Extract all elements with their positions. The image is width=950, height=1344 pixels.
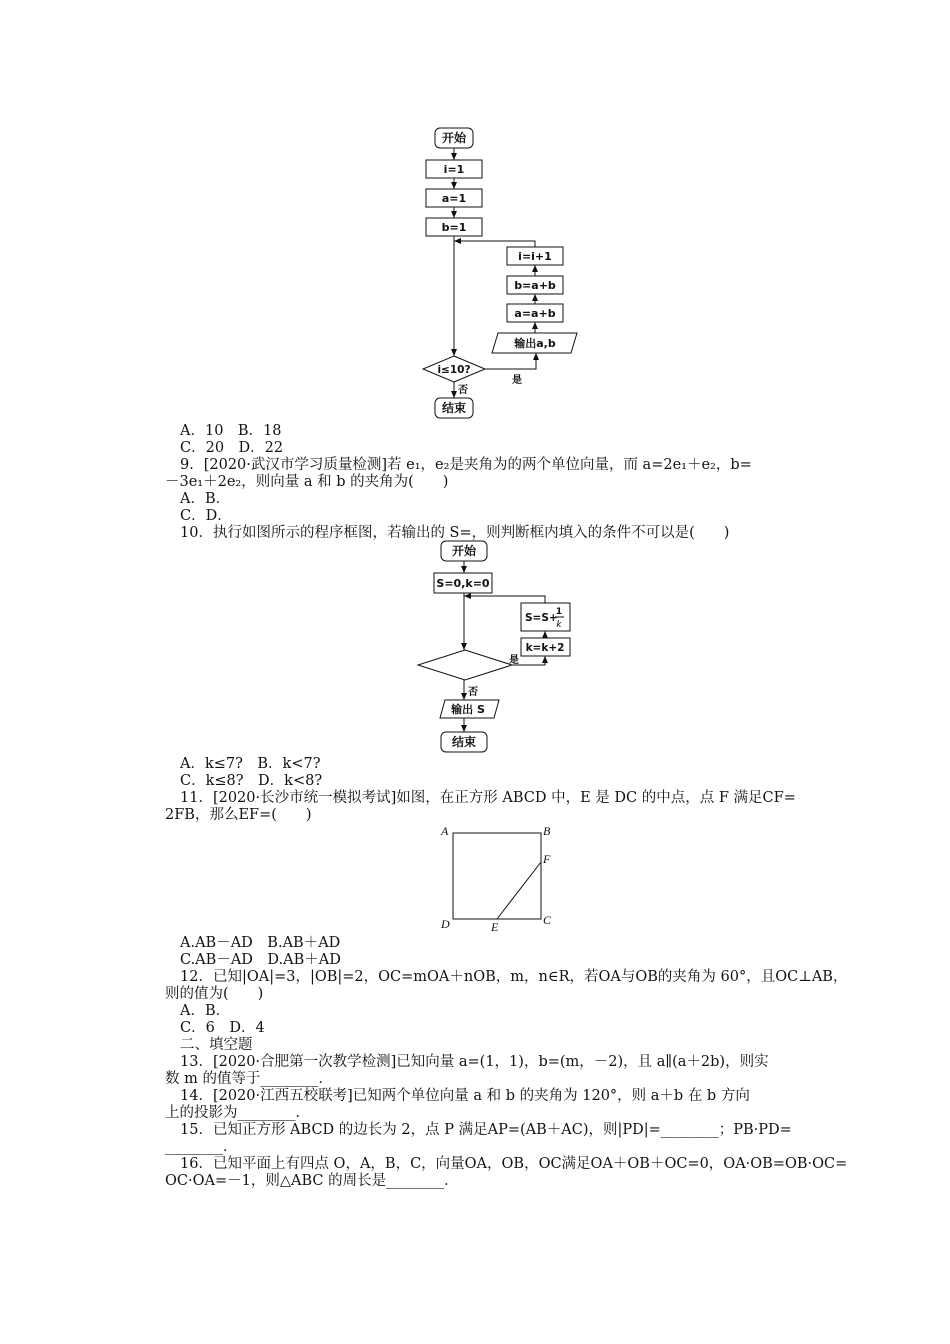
q11-stem-line2: 2FB，那么EF=( ) <box>165 807 312 823</box>
vertex-b-label: B <box>543 824 551 838</box>
q16-stem-line2: OC·OA=－1，则△ABC 的周长是________． <box>165 1173 459 1189</box>
fc2-fraction-denominator: k <box>556 620 562 630</box>
fc1-a-init-label: a=1 <box>441 192 467 205</box>
fc2-k-update-label: k=k+2 <box>525 642 565 654</box>
fc1-b-init-label: b=1 <box>441 221 467 234</box>
point-f-label: F <box>543 852 551 866</box>
flowchart-sum <box>410 535 590 757</box>
flowchart-fibonacci <box>410 120 590 425</box>
q12-stem-line1: 12．已知|OA|=3，|OB|=2，OC=mOA＋nOB，m，n∈R，若OA与OB的夹角为 60°，且OC⊥AB， <box>180 969 848 985</box>
q9-stem-line2: －3e₁＋2e₂，则向量 a 和 b 的夹角为( ) <box>165 474 449 490</box>
square-abcd-figure <box>436 822 566 934</box>
q14-stem-line1: 14．[2020·江西五校联考]已知两个单位向量 a 和 b 的夹角为 120°，则 a＋b 在 b 方向 <box>180 1088 750 1104</box>
fc1-i-init-label: i=1 <box>443 163 465 176</box>
fc1-i-inc-label: i=i+1 <box>518 250 552 263</box>
vertex-d-label: D <box>441 917 450 931</box>
vertex-c-label: C <box>543 913 552 927</box>
q14-stem-line2: 上的投影为________． <box>165 1105 310 1121</box>
fc1-a-update-label: a=a+b <box>514 307 556 320</box>
q15-stem-line1: 15．已知正方形 ABCD 的边长为 2，点 P 满足AP=(AB＋AC)，则|PD|=________；PB·PD= <box>180 1122 792 1138</box>
fc1-condition-label: i≤10? <box>437 364 471 376</box>
fc2-output-label: 输出 S <box>451 703 485 716</box>
q10-stem: 10．执行如图所示的程序框图，若输出的 S=，则判断框内填入的条件不可以是( ) <box>180 525 730 541</box>
q9-options-ab: A．B． <box>180 491 231 507</box>
fc1-yes-label: 是 <box>512 375 522 386</box>
q13-stem-line2: 数 m 的值等于________． <box>165 1071 333 1087</box>
fc1-end-label: 结束 <box>441 401 467 415</box>
q10-options-ab: A．k≤7? B．k<7? <box>180 756 321 772</box>
q11-options-cd: C.AB－AD D.AB＋AD <box>180 952 341 968</box>
fc2-yes-label: 是 <box>509 655 519 666</box>
q12-options-ab: A．B． <box>180 1003 231 1019</box>
fc1-output-label: 输出a,b <box>514 337 556 350</box>
point-e-label: E <box>491 920 499 934</box>
q9-options-cd: C．D． <box>180 508 232 524</box>
q11-options-ab: A.AB－AD B.AB＋AD <box>180 935 341 951</box>
q10-options-cd: C．k≤8? D．k<8? <box>180 773 323 789</box>
section-fill-in-heading: 二、填空题 <box>180 1037 253 1053</box>
fc2-fraction-numerator: 1 <box>555 607 563 617</box>
fc2-start-label: 开始 <box>451 544 477 558</box>
fc1-start-label: 开始 <box>441 131 467 145</box>
q13-stem-line1: 13．[2020·合肥第一次教学检测]已知向量 a=(1，1)，b=(m，－2)，且 a∥(a＋2b)，则实 <box>180 1054 769 1070</box>
fc2-s-update-label: S=S+ <box>525 612 558 624</box>
vertex-a-label: A <box>441 824 449 838</box>
fc2-init-label: S=0,k=0 <box>436 577 490 590</box>
q8-options-cd: C．20 D．22 <box>180 440 284 456</box>
q9-stem-line1: 9．[2020·武汉市学习质量检测]若 e₁，e₂是夹角为的两个单位向量，而 a=2e₁＋e₂，b= <box>180 457 752 473</box>
q8-options-ab: A．10 B．18 <box>180 423 282 439</box>
fc2-no-label: 否 <box>468 687 478 698</box>
fc2-end-label: 结束 <box>451 735 477 749</box>
fc1-no-label: 否 <box>458 385 468 396</box>
q15-stem-line2: ________． <box>165 1139 238 1155</box>
fc1-b-update-label: b=a+b <box>514 279 556 292</box>
q12-stem-line2: 则的值为( ) <box>165 986 264 1002</box>
q16-stem-line1: 16．已知平面上有四点 O，A，B，C，向量OA，OB，OC满足OA＋OB＋OC=0，OA·OB=OB·OC= <box>180 1156 848 1172</box>
q11-stem-line1: 11．[2020·长沙市统一模拟考试]如图，在正方形 ABCD 中，E 是 DC 的中点，点 F 满足CF= <box>180 790 796 806</box>
q12-options-cd: C．6 D．4 <box>180 1020 265 1036</box>
